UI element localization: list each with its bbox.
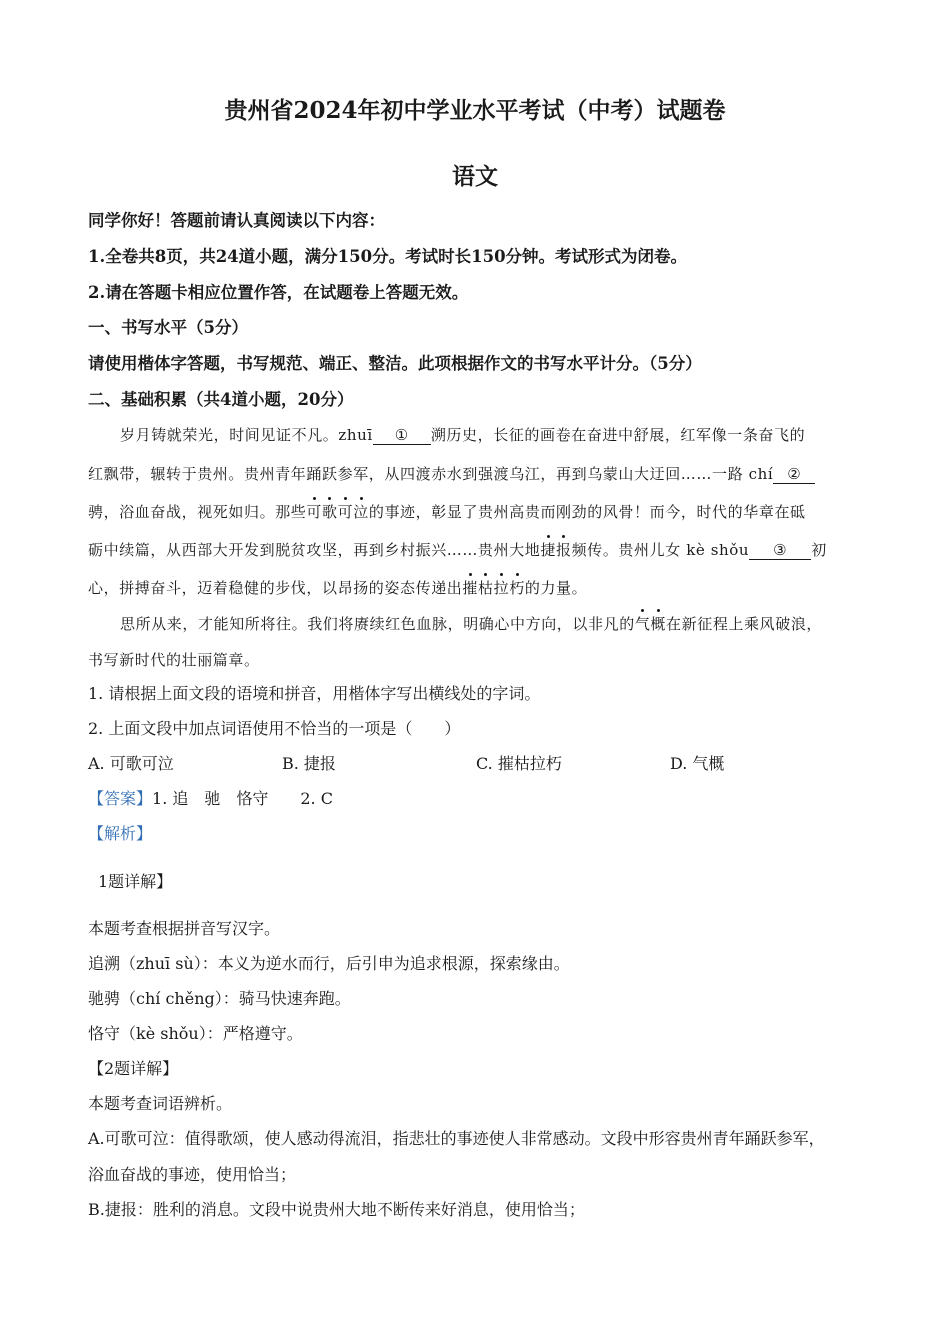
passage-line-2 [88,464,815,484]
dotted-word-jiebao [540,541,571,559]
question-1: 1. 请根据上面文段的语境和拼音，用楷体字写出横线处的字词。 [88,684,541,703]
passage-line-5 [88,578,587,598]
dotted-char: 可 [306,503,323,521]
passage-text: 骋，浴血奋战，视死如归。那些 [88,503,307,521]
analysis-text: 浴血奋战的事迹，使用恰当； [88,1165,297,1184]
exam-title: 贵州省2024年初中学业水平考试（中考）试题卷 [224,97,726,124]
passage-text: 在新征程上乘风破浪， [666,615,823,633]
dotted-word-kegekeqi [306,503,368,521]
passage-text: 思所从来，才能知所将往。我们将赓续红色血脉，明确心中方向，以非凡的 [120,615,635,633]
dotted-char: 摧 [462,579,479,597]
dotted-char: 气 [634,615,651,633]
option-b: B. 捷报 [282,754,336,773]
passage-text: 心，拼搏奋斗，迈着稳健的步伐，以昂扬的姿态传递出 [88,579,463,597]
analysis-label: 【解析】 [88,824,153,843]
option-d: D. 气概 [670,754,725,773]
passage-line-1 [120,425,805,445]
dotted-char: 拉 [493,579,510,597]
instructions-greeting: 同学你好！答题前请认真阅读以下内容： [88,211,385,230]
dotted-word-qigai [635,615,666,633]
dotted-char: 可 [337,503,354,521]
blank-3: ③ [749,541,811,560]
analysis-text: 本题考查词语辨析。 [88,1094,233,1113]
passage-text: 溯历史，长征的画卷在奋进中舒展，红军像一条奋飞的 [430,426,806,444]
answer-text: 1. 追 驰 恪守 2. C [152,789,333,808]
subject-title: 语文 [452,163,498,190]
passage-text: 岁月铸就荣光，时间见证不凡。zhuī [120,426,373,444]
passage-text: 的力量。 [524,579,588,597]
passage-line-4 [88,540,827,560]
passage-text: 红飘带，辗转于贵州。贵州青年踊跃参军，从四渡赤水到强渡乌江，再到乌蒙山大迂回……一路 chí [88,465,774,483]
dotted-char: 歌 [322,503,338,521]
passage-text: 的事迹，彰显了贵州高贵而刚劲的风骨！而今，时代的华章在砥 [368,503,806,521]
analysis-text: A.可歌可泣：值得歌颂，使人感动得流泪，指悲壮的事迹使人非常感动。文段中形容贵州青年踊跃参军， [88,1129,825,1148]
passage-line-7: 书写新时代的壮丽篇章。 [88,651,260,669]
section1-text: 请使用楷体字答题，书写规范、端正、整洁。此项根据作文的书写水平计分。（5分） [88,354,702,373]
passage-text: 初 [811,541,827,559]
dotted-char: 报 [556,541,572,559]
analysis-text: 本题考查根据拼音写汉字。 [88,919,281,938]
section1-heading: 一、书写水平（5分） [88,318,248,337]
passage-line-3 [88,502,806,522]
instruction-item-2: 2.请在答题卡相应位置作答，在试题卷上答题无效。 [88,283,469,302]
analysis-subheading-1: 1题详解】 [98,872,173,891]
analysis-text: 追溯（zhuī sù）：本义为逆水而行，后引申为追求根源，探索缘由。 [88,954,570,973]
instruction-item-1: 1.全卷共8页，共24道小题，满分150分。考试时长150分钟。考试形式为闭卷。 [88,247,688,266]
section2-heading: 二、基础积累（共4道小题，20分） [88,390,354,409]
dotted-char: 泣 [353,503,369,521]
answer-row [88,789,333,809]
answer-label: 【答案】 [88,789,153,808]
question-2: 2. 上面文段中加点词语使用不恰当的一项是（ ） [88,719,461,738]
question-2-options [88,754,864,774]
analysis-text: B.捷报：胜利的消息。文段中说贵州大地不断传来好消息，使用恰当； [88,1200,585,1219]
analysis-text: 驰骋（chí chěng）：骑马快速奔跑。 [88,989,351,1008]
option-a: A. 可歌可泣 [88,754,174,773]
dotted-char: 捷 [540,541,557,559]
blank-1: ① [373,426,431,445]
passage-text: 砺中续篇，从西部大开发到脱贫攻坚，再到乡村振兴……贵州大地 [88,541,541,559]
passage-text: 频传。贵州儿女 kè shǒu [571,541,750,559]
dotted-char: 枯 [478,579,494,597]
passage-line-6 [120,614,822,634]
dotted-word-cuikulaxiu [462,579,524,597]
dotted-char: 概 [650,615,667,633]
blank-2: ② [773,465,815,484]
analysis-subheading-2: 【2题详解】 [88,1059,179,1078]
analysis-text: 恪守（kè shǒu）：严格遵守。 [88,1024,303,1043]
option-c: C. 摧枯拉朽 [476,754,562,773]
dotted-char: 朽 [509,579,525,597]
